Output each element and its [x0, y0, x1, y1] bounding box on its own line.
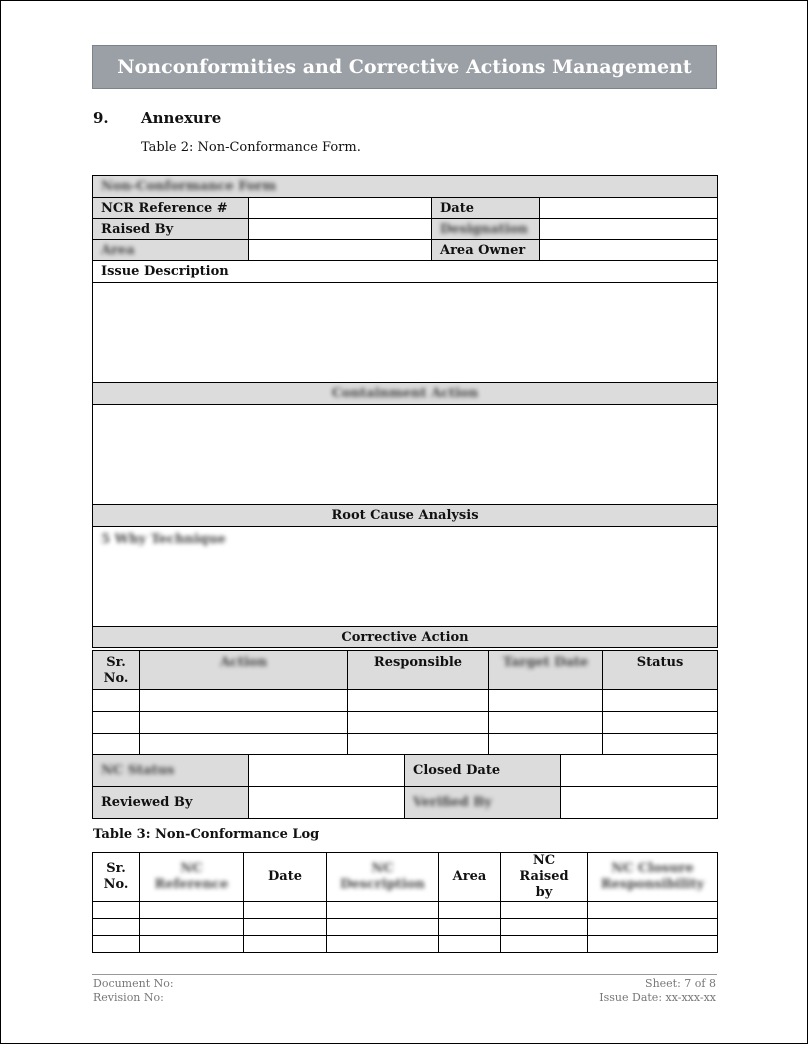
log-cell[interactable] — [501, 919, 588, 936]
status-review-table — [92, 754, 718, 819]
log-cell[interactable] — [588, 902, 718, 919]
table-row — [93, 936, 718, 953]
log-cell[interactable] — [140, 919, 244, 936]
log-header-nc-closure-cell — [588, 853, 718, 902]
ca-cell[interactable] — [603, 690, 718, 712]
form-title-cell — [93, 176, 718, 198]
log-cell[interactable] — [244, 902, 327, 919]
raised-by-field[interactable] — [249, 219, 432, 240]
log-cell[interactable] — [93, 919, 140, 936]
ca-cell[interactable] — [140, 712, 348, 734]
log-cell[interactable] — [501, 936, 588, 953]
nc-status-label: NC Status — [101, 763, 175, 778]
log-cell[interactable] — [439, 919, 501, 936]
ca-cell[interactable] — [348, 734, 489, 755]
log-cell[interactable] — [327, 919, 439, 936]
raised-by-label: Raised By — [93, 219, 249, 240]
log-header-date: Date — [244, 853, 327, 902]
log-cell[interactable] — [93, 936, 140, 953]
verified-by-label-cell — [405, 787, 561, 819]
area-owner-field[interactable] — [540, 240, 718, 261]
ca-cell[interactable] — [140, 690, 348, 712]
ca-header-target-date-cell — [489, 651, 603, 690]
designation-field[interactable] — [540, 219, 718, 240]
verified-by-label: Verified By — [413, 795, 492, 810]
area-label: Area — [101, 242, 135, 258]
ca-header-responsible: Responsible — [348, 651, 489, 690]
closed-date-label: Closed Date — [405, 755, 561, 787]
containment-action-field[interactable] — [93, 405, 718, 505]
table-row — [93, 734, 718, 755]
document-title: Nonconformities and Corrective Actions Management — [117, 56, 692, 78]
non-conformance-form — [92, 175, 718, 648]
ca-cell[interactable] — [93, 690, 140, 712]
closed-date-field[interactable] — [561, 755, 718, 787]
log-cell[interactable] — [439, 936, 501, 953]
ca-header-target-date: Target Date — [502, 655, 589, 670]
log-cell[interactable] — [327, 902, 439, 919]
log-cell[interactable] — [588, 919, 718, 936]
footer-sheet: Sheet: 7 of 8 — [645, 977, 716, 990]
table3-caption: Table 3: Non-Conformance Log — [93, 827, 320, 842]
footer-divider — [92, 974, 717, 975]
log-header-nc-description-cell — [327, 853, 439, 902]
ca-cell[interactable] — [489, 734, 603, 755]
designation-label: Designation — [440, 221, 528, 237]
log-cell[interactable] — [93, 902, 140, 919]
table-row — [93, 902, 718, 919]
log-header-nc-description: NC Description — [340, 861, 425, 892]
table-row — [93, 712, 718, 734]
issue-description-field[interactable] — [93, 283, 718, 383]
verified-by-field[interactable] — [561, 787, 718, 819]
log-header-nc-closure-responsibility: NC Closure Responsibility — [600, 861, 705, 892]
footer-issue-date: Issue Date: xx-xxx-xx — [599, 991, 716, 1004]
nc-status-field[interactable] — [249, 755, 405, 787]
corrective-action-header: Corrective Action — [93, 627, 718, 648]
five-why-label: 5 Why Technique — [101, 532, 226, 547]
log-header-nc-reference-cell — [140, 853, 244, 902]
root-cause-analysis-field[interactable] — [93, 527, 718, 627]
ca-header-action: Action — [219, 655, 268, 670]
non-conformance-log-table — [92, 852, 718, 953]
ca-cell[interactable] — [348, 712, 489, 734]
footer-document-no: Document No: — [93, 977, 174, 990]
form-title: Non-Conformance Form — [101, 179, 277, 194]
ca-cell[interactable] — [603, 734, 718, 755]
ca-cell[interactable] — [489, 712, 603, 734]
containment-action-header — [93, 383, 718, 405]
ncr-reference-label: NCR Reference # — [93, 198, 249, 219]
log-cell[interactable] — [501, 902, 588, 919]
log-cell[interactable] — [140, 902, 244, 919]
log-cell[interactable] — [244, 919, 327, 936]
document-header — [92, 45, 717, 89]
log-header-nc-raised-by: NC Raised by — [501, 853, 588, 902]
ca-cell[interactable] — [93, 712, 140, 734]
ca-header-action-cell — [140, 651, 348, 690]
log-cell[interactable] — [244, 936, 327, 953]
nc-status-label-cell — [93, 755, 249, 787]
ca-cell[interactable] — [348, 690, 489, 712]
log-header-area: Area — [439, 853, 501, 902]
corrective-action-table — [92, 650, 718, 755]
ca-cell[interactable] — [603, 712, 718, 734]
ncr-reference-field[interactable] — [249, 198, 432, 219]
area-label-cell — [93, 240, 249, 261]
area-owner-label: Area Owner — [432, 240, 540, 261]
designation-label-cell — [432, 219, 540, 240]
section-number: 9. — [93, 109, 109, 127]
reviewed-by-field[interactable] — [249, 787, 405, 819]
reviewed-by-label: Reviewed By — [93, 787, 249, 819]
table-row — [93, 919, 718, 936]
log-cell[interactable] — [439, 902, 501, 919]
ca-cell[interactable] — [93, 734, 140, 755]
ca-header-sr-no: Sr. No. — [93, 651, 140, 690]
log-cell[interactable] — [327, 936, 439, 953]
ca-cell[interactable] — [489, 690, 603, 712]
table2-caption: Table 2: Non-Conformance Form. — [141, 140, 361, 155]
table-row — [93, 690, 718, 712]
log-header-sr-no: Sr. No. — [93, 853, 140, 902]
footer-revision-no: Revision No: — [93, 991, 164, 1004]
log-cell[interactable] — [140, 936, 244, 953]
issue-description-label: Issue Description — [93, 261, 718, 283]
date-label: Date — [432, 198, 540, 219]
log-cell[interactable] — [588, 936, 718, 953]
ca-cell[interactable] — [140, 734, 348, 755]
section-title: Annexure — [141, 109, 222, 127]
date-field[interactable] — [540, 198, 718, 219]
ca-header-status: Status — [603, 651, 718, 690]
section-heading — [93, 109, 221, 127]
containment-action-label: Containment Action — [331, 386, 479, 401]
log-header-nc-reference: NC Reference — [154, 861, 229, 892]
area-field[interactable] — [249, 240, 432, 261]
root-cause-analysis-header: Root Cause Analysis — [93, 505, 718, 527]
